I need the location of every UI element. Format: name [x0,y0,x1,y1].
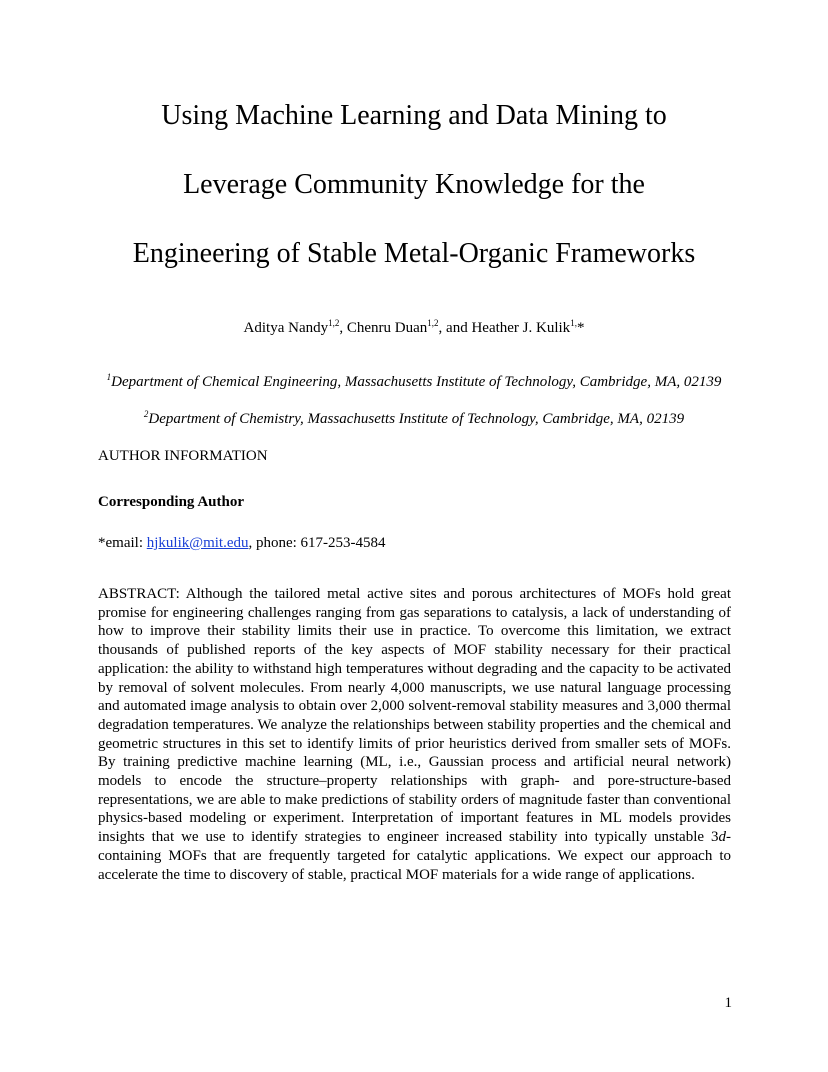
author-list [0,318,828,338]
abstract-italic-d: d [718,829,726,846]
contact-line [98,533,386,553]
author-separator: , [339,320,347,336]
author-name: Chenru Duan [346,320,428,336]
page-number: 1 [724,995,732,1011]
abstract-text: ABSTRACT: Although the tailored metal active sites and porous architectures of MOFs hold great promise for engineering challenges ranging from gas separations to catalysis, a lack of understanding of how to improve their stability limits their use in practice. To overcome this limitation, we extract thousands of published reports of the key aspects of MOF stability necessary for their practical application: the ability to withstand high temperatures without degrading and the capacity to be activated by removal of solvent molecules. From nearly 4,000 manuscripts, we use natural language processing and automated image analysis to obtain over 2,000 solvent-removal stability measures and 3,000 thermal degradation temperatures. We analyze the relationships between stability properties and the chemical and geometric structures in this set to identify limits of prior heuristics derived from smaller sets of MOFs. By training predictive machine learning (ML, i.e., Gaussian process and artificial neural network) models to encode the structure–property relationships with graph- and pore-structure-based representations, we are able to make predictions of stability orders of magnitude faster than conventional physics-based modeling or experiment. Interpretation of important features in ML models provides insights that we use to identify strategies to engineer increased stability into typically unstable 3 [98,586,731,846]
affiliation-marker: 2 [143,409,149,419]
phone-text: , phone: 617-253-4584 [248,535,386,551]
affiliation-marker: 1 [106,372,112,382]
affiliation-2 [96,410,732,428]
affiliation-text: Department of Chemistry, Massachusetts Institute of Technology, Cambridge, MA, 02139 [148,411,685,427]
author-affiliation-marker: 1,2 [427,318,439,328]
author-separator: , and [438,320,472,336]
author-affiliation-marker: 1, [570,318,577,328]
author-name: Heather J. Kulik [471,320,571,336]
author-affiliation-marker: 1,2 [328,318,340,328]
author-name: Aditya Nandy [243,320,329,336]
email-link[interactable]: hjkulik@mit.edu [146,535,249,551]
title-line-2: Leverage Community Knowledge for the [183,169,645,200]
corresponding-marker: * [576,320,585,336]
author-information-heading: AUTHOR INFORMATION [98,448,268,464]
corresponding-author-heading: Corresponding Author [98,494,245,510]
abstract [98,585,731,884]
title-line-1: Using Machine Learning and Data Mining to [161,100,667,131]
title-line-3: Engineering of Stable Metal-Organic Frameworks [132,238,696,269]
affiliation-text: Department of Chemical Engineering, Massachusetts Institute of Technology, Cambridge, MA, 02139 [111,374,722,390]
abstract-text-end: -containing MOFs that are frequently targeted for catalytic applications. We expect our approach to accelerate the time to discovery of stable, practical MOF materials for a wide range of applications. [98,829,731,883]
affiliation-1 [96,373,732,391]
email-label: *email: [98,535,147,551]
